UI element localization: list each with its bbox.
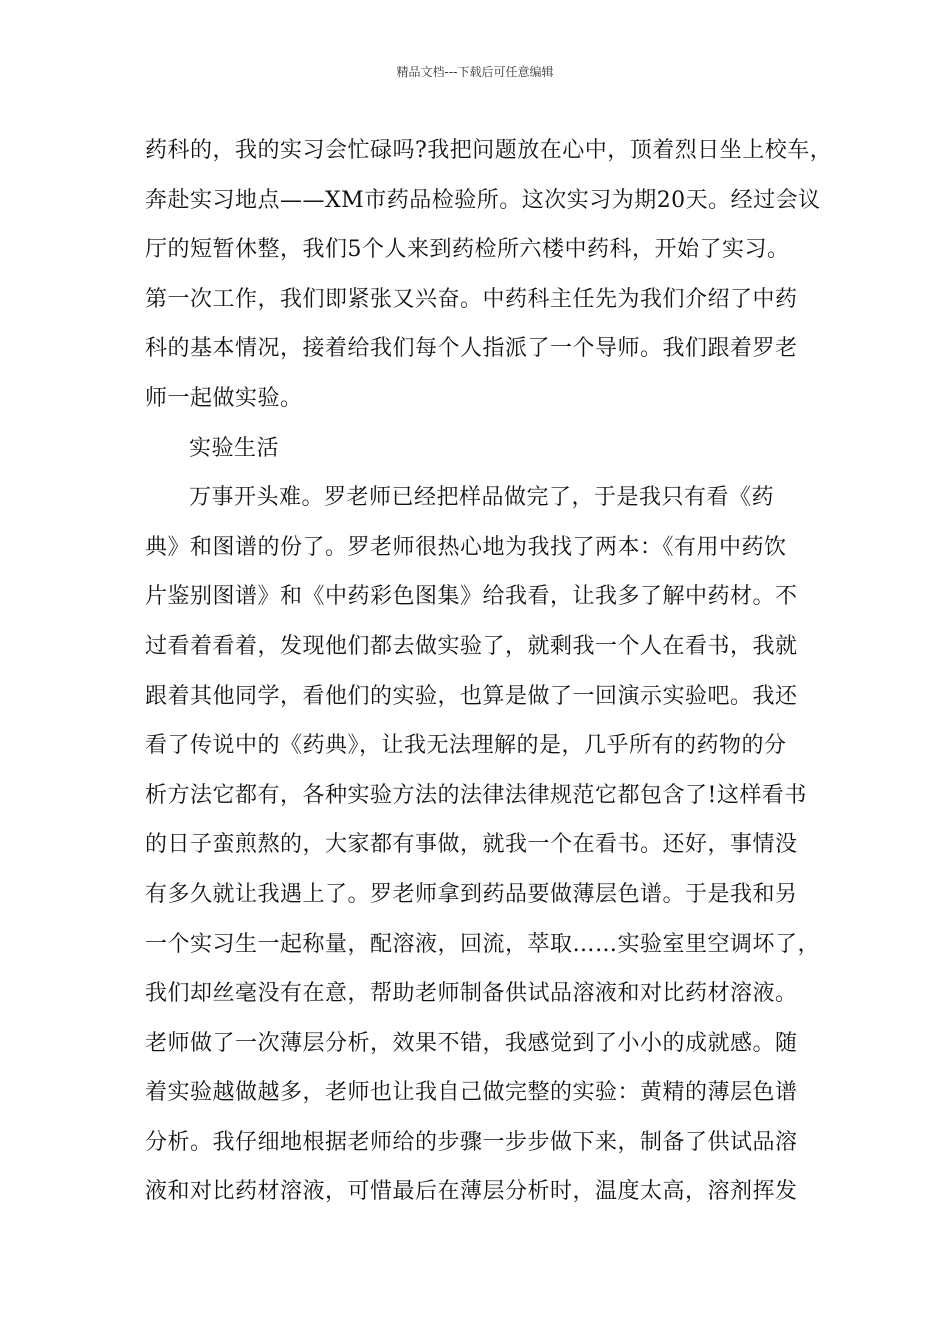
text-line: 分析。我仔细地根据老师给的步骤一步步做下来，制备了供试品溶 <box>145 1129 798 1155</box>
text-line: 有多久就让我遇上了。罗老师拿到药品要做薄层色谱。于是我和另 <box>145 881 798 907</box>
text-line: 奔赴实习地点——XM市药品检验所。这次实习为期20天。经过会议 <box>145 187 821 213</box>
page-header: 精品文档---下载后可任意编辑 <box>396 65 554 79</box>
text-line: 典》和图谱的份了。罗老师很热心地为我找了两本：《有用中药饮 <box>145 534 787 560</box>
section-heading: 实验生活 <box>189 435 280 461</box>
text-line: 液和对比药材溶液，可惜最后在薄层分析时，温度太高，溶剂挥发 <box>145 1179 798 1205</box>
text-line: 万事开头难。罗老师已经把样品做完了，于是我只有看《药 <box>189 485 775 511</box>
text-line: 一个实习生一起称量，配溶液，回流，萃取……实验室里空调坏了， <box>145 931 821 957</box>
text-line: 我们却丝毫没有在意，帮助老师制备供试品溶液和对比药材溶液。 <box>145 981 798 1007</box>
text-line: 第一次工作，我们即紧张又兴奋。中药科主任先为我们介绍了中药 <box>145 286 798 312</box>
text-line: 看了传说中的《药典》，让我无法理解的是，几乎所有的药物的分 <box>145 733 787 759</box>
text-line: 厅的短暂休整，我们5个人来到药检所六楼中药科，开始了实习。 <box>145 237 790 263</box>
text-line: 科的基本情况，接着给我们每个人指派了一个导师。我们跟着罗老 <box>145 336 798 362</box>
text-line: 着实验越做越多，老师也让我自己做完整的实验：黄精的薄层色谱 <box>145 1080 798 1106</box>
text-line: 药科的，我的实习会忙碌吗?我把问题放在心中，顶着烈日坐上校车， <box>145 138 833 163</box>
document-body <box>145 132 833 1223</box>
text-line: 过看着看着，发现他们都去做实验了，就剩我一个人在看书，我就 <box>145 633 798 659</box>
text-line: 跟着其他同学，看他们的实验，也算是做了一回演示实验吧。我还 <box>145 683 798 709</box>
text-line: 析方法它都有，各种实验方法的法律法律规范它都包含了!这样看书 <box>145 782 807 808</box>
text-line: 师一起做实验。 <box>145 385 303 411</box>
text-line: 的日子蛮煎熬的，大家都有事做，就我一个在看书。还好，事情没 <box>145 832 798 858</box>
text-line: 片鉴别图谱》和《中药彩色图集》给我看，让我多了解中药材。不 <box>145 584 798 610</box>
text-line: 老师做了一次薄层分析，效果不错，我感觉到了小小的成就感。随 <box>145 1030 798 1056</box>
